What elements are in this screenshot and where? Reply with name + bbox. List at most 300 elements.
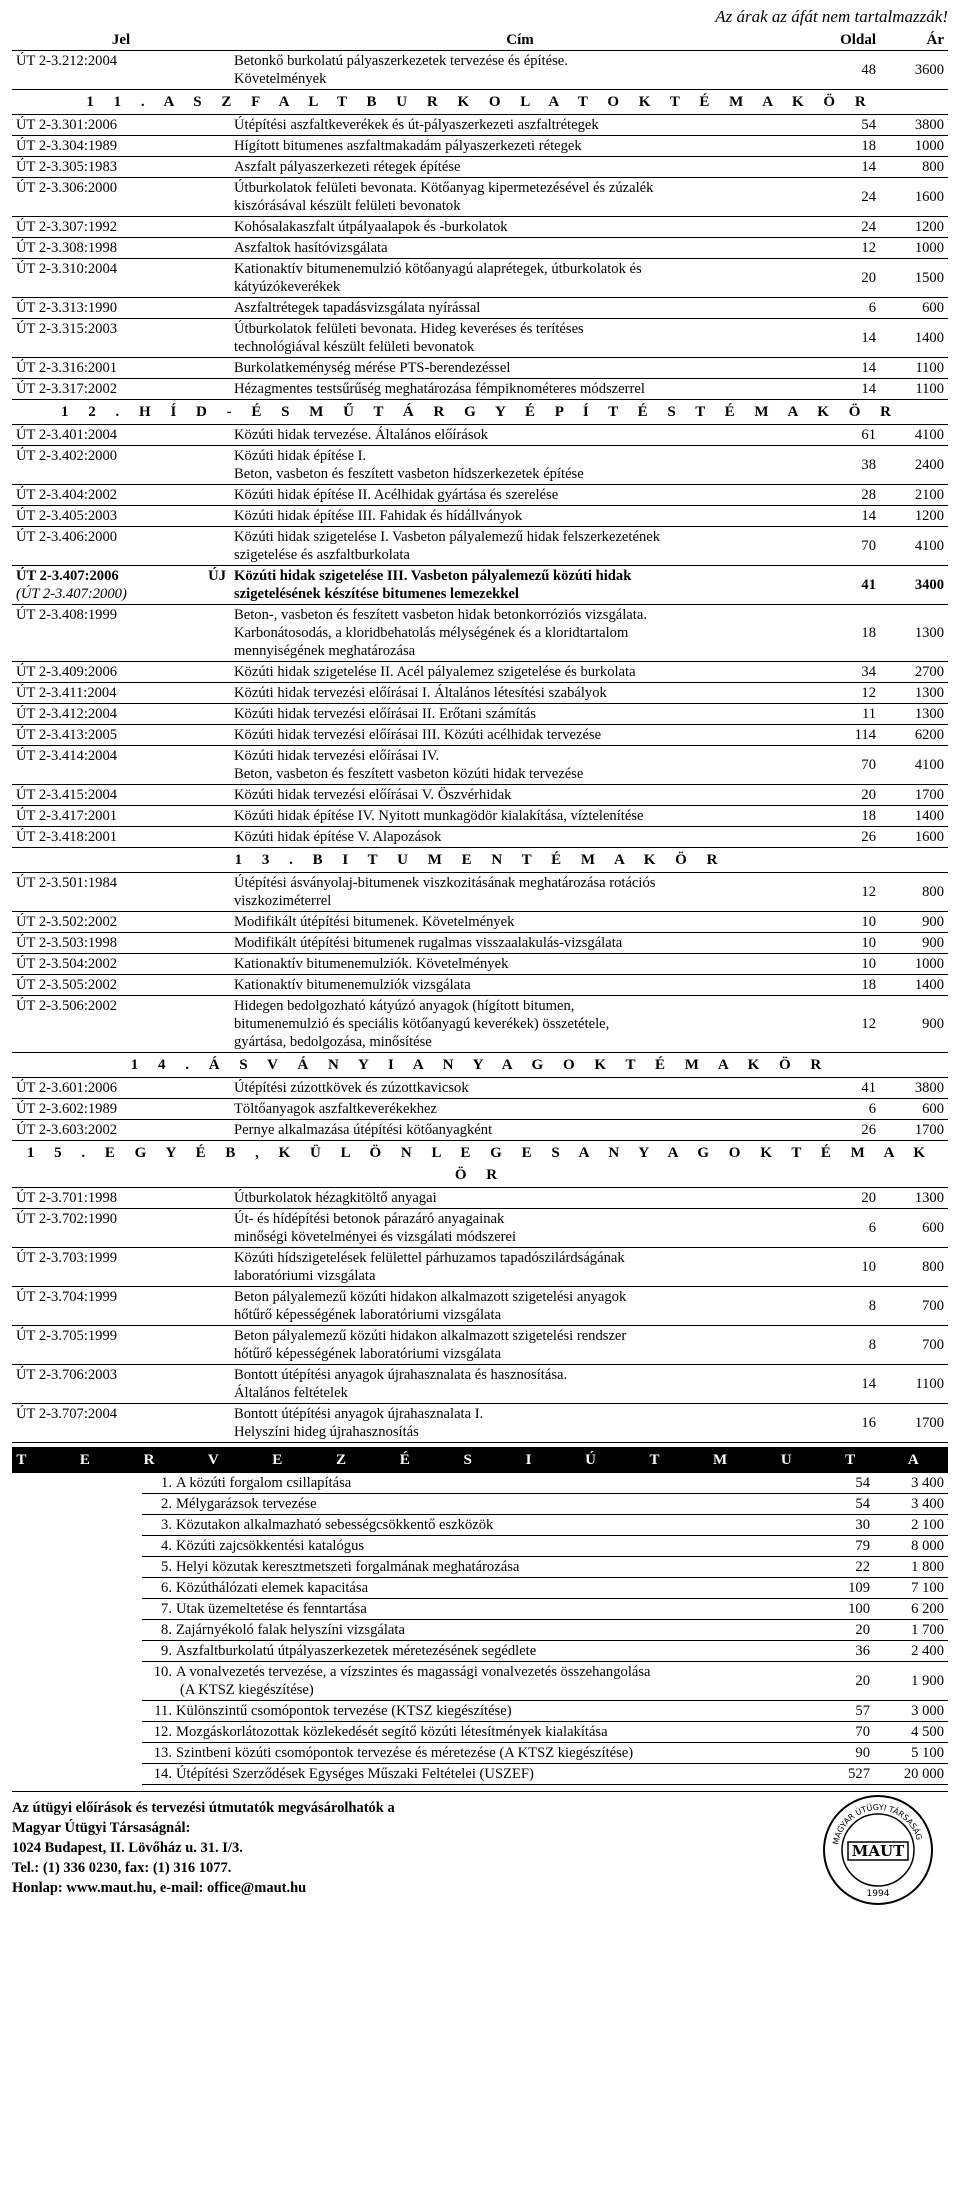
row-code [12,157,230,178]
guide-row [142,1536,948,1557]
code-text: ÚT 2-3.212:2004 [16,53,118,69]
title-line: Karbonátosodás, a kloridbehatolás mélységének és a kloridtartalom [234,625,629,641]
title-line: Közúti hidak építése IV. Nyitott munkagödör kialakítása, víztelenítése [234,808,644,824]
row-code [12,446,230,485]
row-title [230,259,810,298]
row-price: 2100 [880,485,948,506]
code-text: ÚT 2-3.417:2001 [16,808,118,824]
logo-wordmark: MAUT [851,1842,905,1860]
section-heading [12,848,948,873]
code-text: ÚT 2-3.401:2004 [16,427,118,443]
row-price: 1000 [880,238,948,259]
vat-note: Az árak az áfát nem tartalmazzák! [715,7,948,26]
row-title [230,566,810,605]
row-price: 900 [880,996,948,1053]
row-price: 1600 [880,178,948,217]
table-row [12,358,948,379]
code-text: ÚT 2-3.707:2004 [16,1406,118,1422]
row-price: 600 [880,298,948,319]
code-text: ÚT 2-3.305:1983 [16,159,118,175]
row-price: 900 [880,912,948,933]
code-text: ÚT 2-3.702:1990 [16,1211,118,1227]
row-code [12,1287,230,1326]
row-price: 1300 [880,1188,948,1209]
table-row [12,178,948,217]
guide-price: 3 400 [874,1494,948,1515]
table-row [12,827,948,848]
row-price: 1400 [880,319,948,358]
title-line: Modifikált útépítési bitumenek rugalmas visszaalakulás-vizsgálata [234,935,623,951]
title-line: Bontott útépítési anyagok újrahasznalata és hasznosítása. [234,1367,568,1383]
row-pages: 18 [810,975,880,996]
guide-number: 11. [154,1703,172,1719]
guide-pages: 527 [798,1764,874,1785]
table-row [12,996,948,1053]
guide-title-text: Közutakon alkalmazható sebességcsökkentő eszközök [176,1517,494,1533]
row-pages: 14 [810,319,880,358]
title-line: Modifikált útépítési bitumenek. Követelmények [234,914,515,930]
table-row [12,115,948,136]
table-row [12,136,948,157]
row-code [12,1248,230,1287]
table-row [12,379,948,400]
row-price: 1200 [880,217,948,238]
title-line: Útburkolatok felületi bevonata. Kötőanyag kipermetezésével és zúzalék [234,180,654,196]
row-pages: 14 [810,358,880,379]
row-pages: 12 [810,873,880,912]
table-row [12,1287,948,1326]
guide-row [142,1557,948,1578]
row-price: 800 [880,873,948,912]
guide-pages: 109 [798,1578,874,1599]
guide-price: 8 000 [874,1536,948,1557]
guide-title [142,1578,798,1599]
code-text: ÚT 2-3.705:1999 [16,1328,118,1344]
row-price: 1100 [880,358,948,379]
svg-text:MAGYAR ÚTÜGYI TÁRSASÁG [831,1802,923,1845]
table-row [12,1209,948,1248]
table-row [12,1099,948,1120]
logo-year: 1994 [866,1889,890,1899]
row-pages: 16 [810,1404,880,1443]
code-text: ÚT 2-3.402:2000 [16,448,118,464]
title-line: Töltőanyagok aszfaltkeverékekhez [234,1101,437,1117]
guide-row [142,1599,948,1620]
guide-price: 20 000 [874,1764,948,1785]
row-title [230,912,810,933]
title-line: Közúti hidak tervezési előírásai III. Közúti acélhidak tervezése [234,727,602,743]
guide-title [142,1764,798,1785]
maut-logo [822,1794,934,1906]
row-code [12,1365,230,1404]
row-title [230,1078,810,1099]
guide-pages: 20 [798,1662,874,1701]
row-title [230,238,810,259]
code-text: ÚT 2-3.503:1998 [16,935,118,951]
table-row [12,566,948,605]
title-line: technológiával készült felületi bevonatok [234,339,475,355]
guide-pages: 20 [798,1620,874,1641]
guide-title-text: Mélygarázsok tervezése [176,1496,317,1512]
guide-price: 6 200 [874,1599,948,1620]
row-pages: 11 [810,704,880,725]
guide-pages: 36 [798,1641,874,1662]
row-price: 1400 [880,806,948,827]
new-badge: ÚJ [208,568,226,584]
row-pages: 12 [810,996,880,1053]
col-header-price: Ár [880,30,948,51]
guide-title-text: Aszfaltburkolatú útpályaszerkezetek méretezésének segédlete [176,1643,537,1659]
guide-title [142,1701,798,1722]
title-line: Közúti hidak szigetelése I. Vasbeton pályalemezű hidak felszerkezetének [234,529,661,545]
row-title [230,873,810,912]
guide-number: 5. [161,1559,172,1575]
guide-title-text: Helyi közutak keresztmetszeti forgalmának meghatározása [176,1559,520,1575]
row-code [12,379,230,400]
title-line: viszkoziméterrel [234,893,332,909]
title-line: Kationaktív bitumenemulziók vizsgálata [234,977,471,993]
table-row [12,1326,948,1365]
row-title [230,827,810,848]
row-title [230,1326,810,1365]
guide-number: 2. [161,1496,172,1512]
guide-title-text: Közúti zajcsökkentési katalógus [176,1538,365,1554]
code-text: ÚT 2-3.418:2001 [16,829,118,845]
row-title [230,506,810,527]
row-pages: 34 [810,662,880,683]
guide-price: 2 100 [874,1515,948,1536]
guide-title [142,1641,798,1662]
title-line: Közúti hidak építése III. Fahidak és hídállványok [234,508,523,524]
guide-pages: 57 [798,1701,874,1722]
row-title [230,217,810,238]
row-pages: 54 [810,115,880,136]
row-code [12,1209,230,1248]
row-code [12,662,230,683]
row-price: 700 [880,1287,948,1326]
title-line: minőségi követelményei és vizsgálati módszerei [234,1229,517,1245]
code-text: ÚT 2-3.301:2006 [16,117,118,133]
title-line: mennyiségének meghatározása [234,643,416,659]
row-pages: 70 [810,527,880,566]
guide-number: 14. [153,1766,172,1782]
title-line: Betonkő burkolatú pályaszerkezetek tervezése és építése. [234,53,568,69]
guide-title-text: A közúti forgalom csillapítása [176,1475,352,1491]
row-pages: 20 [810,259,880,298]
table-row [12,1188,948,1209]
row-pages: 28 [810,485,880,506]
section-title: 1 4 . Á S V Á N Y I A N Y A G O K T É M A K Ö R [12,1053,948,1078]
row-code [12,1078,230,1099]
row-code [12,319,230,358]
row-title [230,358,810,379]
guide-price: 1 700 [874,1620,948,1641]
row-title [230,605,810,662]
table-row [12,725,948,746]
code-text: ÚT 2-3.315:2003 [16,321,118,337]
row-code [12,873,230,912]
row-pages: 48 [810,51,880,90]
row-price: 600 [880,1209,948,1248]
guide-row [142,1515,948,1536]
row-title [230,683,810,704]
row-price: 1400 [880,975,948,996]
table-row [12,446,948,485]
section-heading [12,90,948,115]
title-line: Útépítési aszfaltkeverékek és út-pályaszerkezeti aszfaltrétegek [234,117,599,133]
col-header-title: Cím [230,30,810,51]
row-title [230,1365,810,1404]
row-price: 4100 [880,425,948,446]
guide-title [142,1557,798,1578]
title-line: Bontott útépítési anyagok újrahasznalata I. [234,1406,484,1422]
guide-number: 1. [161,1475,172,1491]
title-line: Aszfalt pályaszerkezeti rétegek építése [234,159,461,175]
row-pages: 14 [810,157,880,178]
row-code [12,238,230,259]
row-title [230,1404,810,1443]
row-title [230,136,810,157]
guide-title [142,1599,798,1620]
row-code [12,1326,230,1365]
row-price: 2700 [880,662,948,683]
code-text: ÚT 2-3.501:1984 [16,875,118,891]
row-pages: 18 [810,605,880,662]
row-code [12,827,230,848]
guide-title-text: Zajárnyékoló falak helyszíni vizsgálata [176,1622,405,1638]
code-text: ÚT 2-3.415:2004 [16,787,118,803]
row-price: 1300 [880,704,948,725]
section-title: 1 3 . B I T U M E N T É M A K Ö R [12,848,948,873]
section-title: 1 1 . A S Z F A L T B U R K O L A T O K T É M A K Ö R [12,90,948,115]
table-row [12,425,948,446]
row-title [230,746,810,785]
row-price: 3800 [880,115,948,136]
guide-title-text: Mozgáskorlátozottak közlekedését segítő közúti létesítmények kialakítása [176,1724,608,1740]
row-pages: 12 [810,683,880,704]
guide-title-text: Utak üzemeltetése és fenntartása [176,1601,367,1617]
table-row [12,506,948,527]
row-code [12,785,230,806]
code-text: ÚT 2-3.505:2002 [16,977,118,993]
title-line: Általános feltételek [234,1385,348,1401]
table-row [12,1404,948,1443]
row-price: 1500 [880,259,948,298]
guides-table [142,1473,948,1785]
guide-title-text: A vonalvezetés tervezése, a vízszintes és magassági vonalvezetés összehangolása [176,1664,651,1680]
guide-row [142,1701,948,1722]
title-line: hőtűrő képességének laboratóriumi vizsgálata [234,1307,502,1323]
row-title [230,485,810,506]
code-text: ÚT 2-3.601:2006 [16,1080,118,1096]
table-row [12,51,948,90]
row-price: 3400 [880,566,948,605]
title-line: Pernye alkalmazása útépítési kötőanyagként [234,1122,493,1138]
row-code [12,683,230,704]
table-row [12,319,948,358]
row-title [230,157,810,178]
title-line: Közúti hidak építése I. [234,448,367,464]
row-code [12,954,230,975]
row-title [230,662,810,683]
row-price: 1300 [880,605,948,662]
guide-number: 10. [153,1664,172,1680]
code-text: ÚT 2-3.504:2002 [16,956,118,972]
title-line: Beton, vasbeton és feszített vasbeton közúti hidak tervezése [234,766,584,782]
row-price: 4100 [880,527,948,566]
contact-phone: Tel.: (1) 336 0230, fax: (1) 316 1077. [12,1860,232,1876]
row-title [230,319,810,358]
guide-title [142,1662,798,1701]
table-header-row [12,30,948,51]
row-code [12,605,230,662]
row-code [12,1120,230,1141]
code-text: ÚT 2-3.316:2001 [16,360,118,376]
row-price: 1300 [880,683,948,704]
row-price: 2400 [880,446,948,485]
table-row [12,605,948,662]
guide-price: 1 900 [874,1662,948,1701]
guide-pages: 90 [798,1743,874,1764]
row-pages: 12 [810,238,880,259]
contact-web: Honlap: www.maut.hu, e-mail: office@maut.hu [12,1880,307,1896]
guide-row [142,1620,948,1641]
col-header-code: Jel [12,30,230,51]
row-price: 1100 [880,1365,948,1404]
standards-table [12,30,948,1443]
row-price: 3600 [880,51,948,90]
title-line: gyártása, bedolgozása, minősítése [234,1034,432,1050]
code-text: ÚT 2-3.413:2005 [16,727,118,743]
row-code [12,566,230,605]
row-title [230,1209,810,1248]
table-row [12,933,948,954]
table-row [12,954,948,975]
row-pages: 6 [810,298,880,319]
row-pages: 20 [810,1188,880,1209]
title-line: Útépítési zúzottkövek és zúzottkavicsok [234,1080,469,1096]
title-line: Helyszíni hideg újrahasznosítás [234,1424,419,1440]
title-line: Közúti hidak tervezési előírásai II. Erőtani számítás [234,706,536,722]
code-text: ÚT 2-3.409:2006 [16,664,118,680]
guide-pages: 22 [798,1557,874,1578]
row-pages: 24 [810,178,880,217]
contact-line: Az útügyi előírások és tervezési útmutatók megvásárolhatók a [12,1800,395,1816]
row-title [230,446,810,485]
row-pages: 70 [810,746,880,785]
row-code [12,527,230,566]
table-row [12,259,948,298]
table-row [12,806,948,827]
code-text: ÚT 2-3.406:2000 [16,529,118,545]
row-price: 1000 [880,954,948,975]
row-pages: 14 [810,379,880,400]
title-line: Hidegen bedolgozható kátyúzó anyagok (hígított bitumen, [234,998,575,1014]
guide-row [142,1662,948,1701]
row-price: 1000 [880,136,948,157]
code-text: ÚT 2-3.307:1992 [16,219,118,235]
standards-body [12,51,948,1443]
title-line: Követelmények [234,71,327,87]
row-price: 3800 [880,1078,948,1099]
row-code [12,259,230,298]
section-heading [12,400,948,425]
row-code [12,425,230,446]
title-line: Közúti hidak építése V. Alapozások [234,829,442,845]
code-text: ÚT 2-3.408:1999 [16,607,118,623]
row-pages: 18 [810,806,880,827]
guide-title-cont: (A KTSZ kiegészítése) [180,1682,314,1698]
code-text: ÚT 2-3.603:2002 [16,1122,118,1138]
contact-address: 1024 Budapest, II. Lövőház u. 31. I/3. [12,1840,243,1856]
row-price: 6200 [880,725,948,746]
contact-info [12,1798,395,1898]
row-code [12,485,230,506]
guide-title-text: Közúthálózati elemek kapacitása [176,1580,369,1596]
table-row [12,298,948,319]
guide-title-text: Útépítési Szerződések Egységes Műszaki Feltételei (USZEF) [176,1766,534,1782]
code-text: ÚT 2-3.506:2002 [16,998,118,1014]
row-pages: 6 [810,1209,880,1248]
guide-title-text: Különszintű csomópontok tervezése (KTSZ kiegészítése) [176,1703,512,1719]
guide-row [142,1578,948,1599]
code-text: ÚT 2-3.304:1989 [16,138,118,154]
guide-price: 3 000 [874,1701,948,1722]
row-code [12,1099,230,1120]
title-line: Közúti hidak szigetelése III. Vasbeton pályalemezű közúti hidak [234,568,632,584]
table-row [12,1248,948,1287]
guide-pages: 54 [798,1494,874,1515]
section-title: 1 2 . H Í D - É S M Ű T Á R G Y É P Í T É S T É M A K Ö R [12,400,948,425]
title-line: hőtűrő képességének laboratóriumi vizsgálata [234,1346,502,1362]
code-text: ÚT 2-3.310:2004 [16,261,118,277]
guide-price: 2 400 [874,1641,948,1662]
title-line: Hígított bitumenes aszfaltmakadám pályaszerkezeti rétegek [234,138,582,154]
guide-row [142,1764,948,1785]
title-line: Közúti hidak építése II. Acélhidak gyártása és szerelése [234,487,559,503]
row-price: 4100 [880,746,948,785]
row-pages: 18 [810,136,880,157]
title-line: Beton-, vasbeton és feszített vasbeton hidak betonkorróziós vizsgálata. [234,607,647,623]
guide-number: 8. [161,1622,172,1638]
guide-number: 3. [161,1517,172,1533]
row-title [230,298,810,319]
guide-price: 3 400 [874,1473,948,1494]
row-code [12,136,230,157]
row-title [230,933,810,954]
guide-row [142,1743,948,1764]
row-price: 1700 [880,785,948,806]
code-text: ÚT 2-3.412:2004 [16,706,118,722]
row-pages: 10 [810,954,880,975]
row-title [230,379,810,400]
guides-body [142,1473,948,1785]
guide-number: 6. [161,1580,172,1596]
table-row [12,238,948,259]
row-title [230,425,810,446]
title-line: szigetelésének készítése bitumenes lemezekkel [234,586,519,602]
code-text: ÚT 2-3.703:1999 [16,1250,118,1266]
title-line: kátyúzókeverékek [234,279,341,295]
code-text: ÚT 2-3.706:2003 [16,1367,118,1383]
title-line: Közúti hidak szigetelése II. Acél pályalemez szigetelése és burkolata [234,664,636,680]
guide-price: 5 100 [874,1743,948,1764]
guide-price: 4 500 [874,1722,948,1743]
table-row [12,785,948,806]
title-line: Hézagmentes testsűrűség meghatározása fémpiknométeres módszerrel [234,381,645,397]
row-title [230,954,810,975]
row-code [12,115,230,136]
